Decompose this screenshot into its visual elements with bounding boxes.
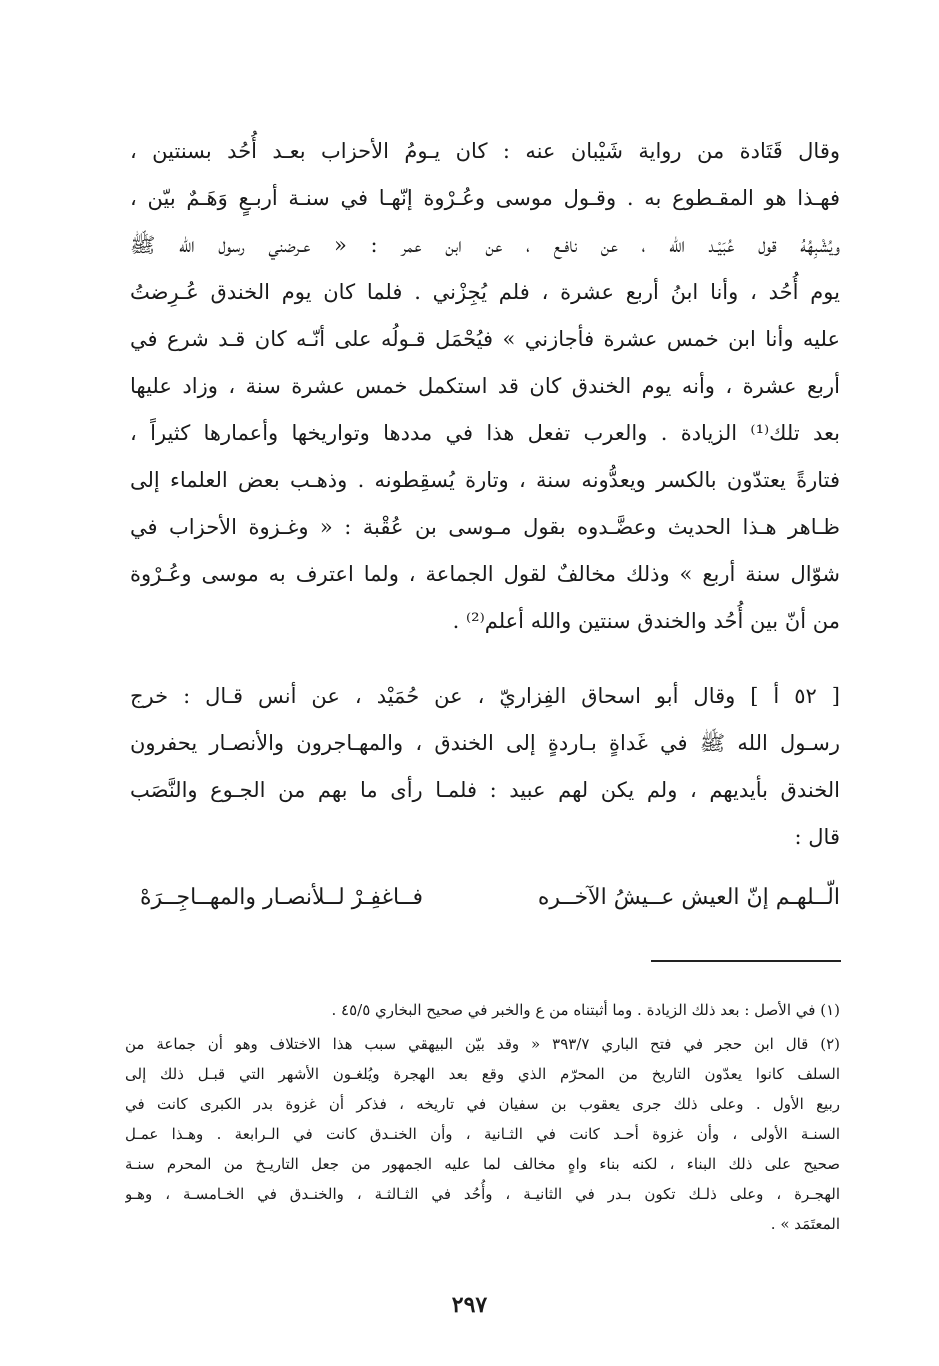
poetry-verse	[140, 870, 840, 926]
text-line: أربع عشرة ، وأنه يوم الخندق كان قد استكمل خمس عشرة سنة ، وزاد عليها	[130, 374, 840, 398]
text-line: رسـول الله ﷺ في غَداةٍ بـاردةٍ إلى الخندق ، والمهـاجرون والأنصـار يحفرون	[130, 731, 840, 755]
text-line: شوّال سنة أربع » وذلك مخالفٌ لقول الجماعة ، ولما اعترف به موسى وعُـرْوة	[130, 562, 840, 586]
text-line: ويُشْبِهُهُ قول عُبَيْـد الله ، عن نافـع ، عن ابن عمر : « عـرضني رسول الله ﷺ	[130, 233, 840, 257]
text-line: وقال قَتَادة من رواية شَيْبان عنه : كان يـومُ الأحزاب بعـد أُحُد بسنتين ،	[130, 139, 840, 163]
paragraph	[130, 128, 840, 645]
footnote-line: (٢) قال ابن حجر في فتح الباري ٣٩٣/٧ « وقد بيّن البيهقي سبب هذا الاختلاف وهو أن جماعة من	[125, 1035, 840, 1053]
text-line: [ ٥٢ أ ] وقال أبو اسحاق الفِزاريّ ، عن حُمَيْد ، عن أنس قـال : خرج	[130, 684, 840, 708]
footnote	[125, 1029, 840, 1239]
text-line: يوم أُحُد ، وأنا ابنُ أربع عشرة ، فلم يُجِزْني . فلما كان يوم الخندق عُـرِضتُ	[130, 280, 840, 304]
page-number: ٢٩٧	[451, 1292, 488, 1318]
footnote-line: صحيح على ذلك البناء ، لكنه بناء واهٍ مخالف لما عليه الجمهور من جعل التاريـخ من المحرم سنـة	[125, 1155, 840, 1173]
text-line: فهـذا هو المقـطوع به . وقـول موسى وعُـرْوة إنّهـا في سنـة أربـعٍ وَهَـمٌ بيّن ،	[130, 186, 840, 210]
text-line: فتارةً يعتدّون بالكسر ويعدُّونه سنة ، وتارة يُسقِطونه . وذهـب بعض العلماء إلى	[130, 468, 840, 492]
text-line: الخندق بأيديهم ، ولم يكن لهم عبيد : فلمـا رأى ما بهم من الجـوع والنَّصَب	[130, 778, 840, 802]
footnote-line: السنـة الأولى ، وأن غزوة أحـد كانت في الثـانية ، وأن الخنـدق كانت في الـرابعة . وهـذا عمـل	[125, 1125, 840, 1143]
text-line: بعد تلك⁽¹⁾ الزيادة . والعرب تفعل هذا في مددها وتواريخها وأعمارها كثيراً ،	[130, 421, 840, 445]
footnote-line: المعتَمَد » .	[770, 1215, 840, 1233]
text-line: قال :	[794, 825, 840, 849]
footnote-line: السلف كانوا يعدّون التاريخ من المحرّم الذي وقع بعد الهجرة ويُلغـون الأشهر التي قبـل ذلك إلى	[125, 1065, 840, 1083]
verse-second-hemistich: فــاغفِـرْ لــلأنصـار والمهــاجِــرَهْ	[140, 885, 424, 910]
footnote-separator	[651, 960, 841, 962]
paragraph	[130, 673, 840, 861]
paragraph-gap	[130, 645, 840, 673]
text-line: ظـاهر هـذا الحديث وعضَّـدوه بقول مـوسى بن عُقْبة : « وغـزوة الأحزاب في	[130, 515, 840, 539]
text-line: عليه وأنا ابن خمس عشرة فأجازني » فيُحْمَل قـولُه على أنّـه كان قـد شرع في	[130, 327, 840, 351]
verse-first-hemistich: الّــلهـم إنّ العيش عــيشُ الآخــره	[537, 885, 840, 910]
footnote	[125, 995, 840, 1025]
footnote-line: (١) في الأصل : بعد ذلك الزيادة . وما أثبتناه من ع والخبر في صحيح البخاري ٤٥/٥ .	[331, 1001, 840, 1019]
text-line: من أنّ بين أُحُد والخندق سنتين والله أعلم⁽²⁾ .	[452, 609, 840, 633]
footnotes	[125, 995, 840, 1239]
footnote-line: ربيع الأول . وعلى ذلك جرى يعقوب بن سفيان في تاريخه ، فذكر أن غزوة بدر الكبرى كانت في	[125, 1095, 840, 1113]
footnote-line: الهجـرة ، وعلى ذلـك تكون بـدر في الثانيـة ، وأُحُد في الثـالثـة ، والخنـدق في الخـامسـة ، وهـو	[125, 1185, 840, 1203]
main-text	[130, 128, 840, 861]
